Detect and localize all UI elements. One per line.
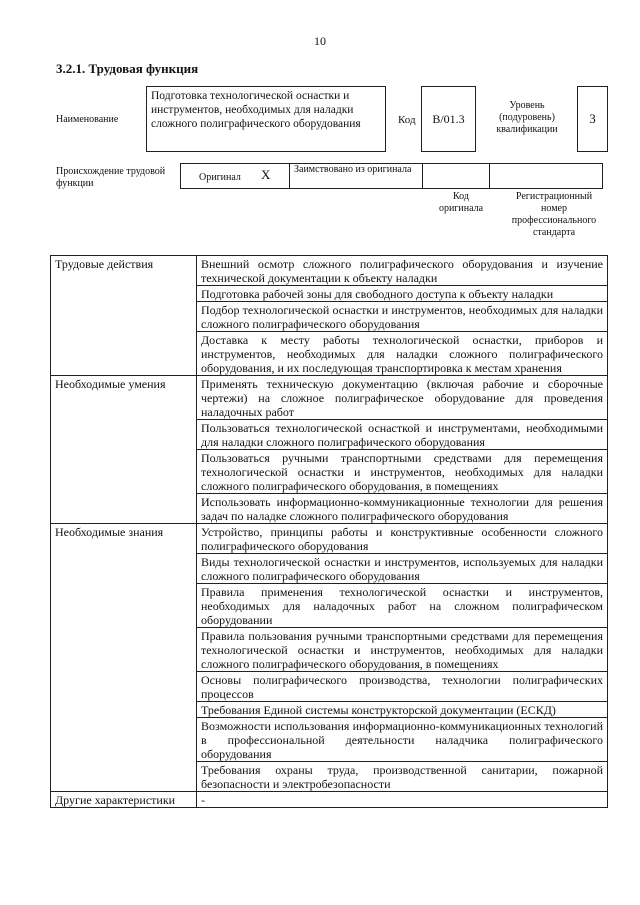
function-name-box: [146, 86, 386, 152]
item-cell: Основы полиграфического производства, технологии полиграфических процессов: [197, 672, 608, 702]
item-cell: Требования Единой системы конструкторской документации (ЕСКД): [197, 702, 608, 718]
table-row: [51, 256, 608, 286]
level-label: Уровень (подуровень) квалификации: [496, 100, 558, 135]
item-cell: Требования охраны труда, производственной санитарии, пожарной безопасности и электробезопасности: [197, 762, 608, 792]
reg-number-label: Регистрационный номер профессионального стандарта: [511, 191, 597, 238]
item-cell: Пользоваться технологической оснасткой и инструментами, необходимыми для наладки сложного полиграфического оборудования: [197, 420, 608, 450]
item-cell: Доставка к месту работы технологической оснастки, приборов и инструментов, необходимых для наладки сложного полиграфического оборудования, и их последующая транспортировка к местам хранения: [197, 332, 608, 376]
code-original-label: Код оригинала: [438, 191, 484, 214]
item-cell: Возможности использования информационно-коммуникационных технологий в профессиональной деятельности наладчика полиграфического оборудования: [197, 718, 608, 762]
code-box: [421, 86, 476, 152]
section-title: 3.2.1. Трудовая функция: [56, 61, 199, 76]
competency-table: [50, 255, 608, 808]
level-box: [577, 86, 608, 152]
code-label: Код: [398, 114, 416, 126]
item-cell: Использовать информационно-коммуникационные технологии для решения задач по наладке сложного полиграфического оборудования: [197, 494, 608, 524]
page-number: 10: [314, 34, 326, 48]
original-label: Оригинал: [199, 172, 241, 183]
item-cell: Пользоваться ручными транспортными средствами для перемещения технологической оснастки и инструментов, необходимых для наладки сложного полиграфического оборудования, в помещениях: [197, 450, 608, 494]
item-cell: Применять техническую документацию (включая рабочие и сборочные чертежи) на сложное полиграфическое оборудование для проведения наладочных работ: [197, 376, 608, 420]
category-cell: Необходимые знания: [51, 524, 197, 792]
item-cell: Виды технологической оснастки и инструментов, используемых для наладки сложного полиграфического оборудования: [197, 554, 608, 584]
item-cell: -: [197, 792, 608, 808]
original-cell: [181, 164, 290, 189]
item-cell: Правила пользования ручными транспортными средствами для перемещения технологической оснастки и инструментов, необходимых для наладки сложного полиграфического оборудования, в помещениях: [197, 628, 608, 672]
table-row: [51, 376, 608, 420]
category-cell: Трудовые действия: [51, 256, 197, 376]
function-name-value: Подготовка технологической оснастки и инструментов, необходимых для наладки сложного полиграфического оборудования: [151, 90, 361, 130]
origin-table: [180, 163, 603, 189]
origin-label: Происхождение трудовой функции: [56, 166, 166, 189]
code-original-cell: [423, 164, 490, 189]
reg-number-cell: [490, 164, 603, 189]
name-label: Наименование: [56, 114, 119, 125]
borrowed-cell: [290, 164, 423, 189]
item-cell: Устройство, принципы работы и конструктивные особенности сложного полиграфического оборудования: [197, 524, 608, 554]
original-mark: X: [261, 167, 271, 182]
borrowed-label: Заимствовано из оригинала: [294, 164, 412, 175]
table-row: [51, 524, 608, 554]
table-row: [51, 792, 608, 808]
level-value: 3: [589, 111, 596, 126]
code-value: В/01.3: [432, 111, 465, 126]
item-cell: Подготовка рабочей зоны для свободного доступа к объекту наладки: [197, 286, 608, 302]
item-cell: Внешний осмотр сложного полиграфического оборудования и изучение технической документации к объекту наладки: [197, 256, 608, 286]
category-cell: Необходимые умения: [51, 376, 197, 524]
category-cell: Другие характеристики: [51, 792, 197, 808]
item-cell: Подбор технологической оснастки и инструментов, необходимых для наладки сложного полиграфического оборудования: [197, 302, 608, 332]
item-cell: Правила применения технологической оснастки и инструментов, необходимых для наладочных работ на сложном полиграфическом оборудовании: [197, 584, 608, 628]
